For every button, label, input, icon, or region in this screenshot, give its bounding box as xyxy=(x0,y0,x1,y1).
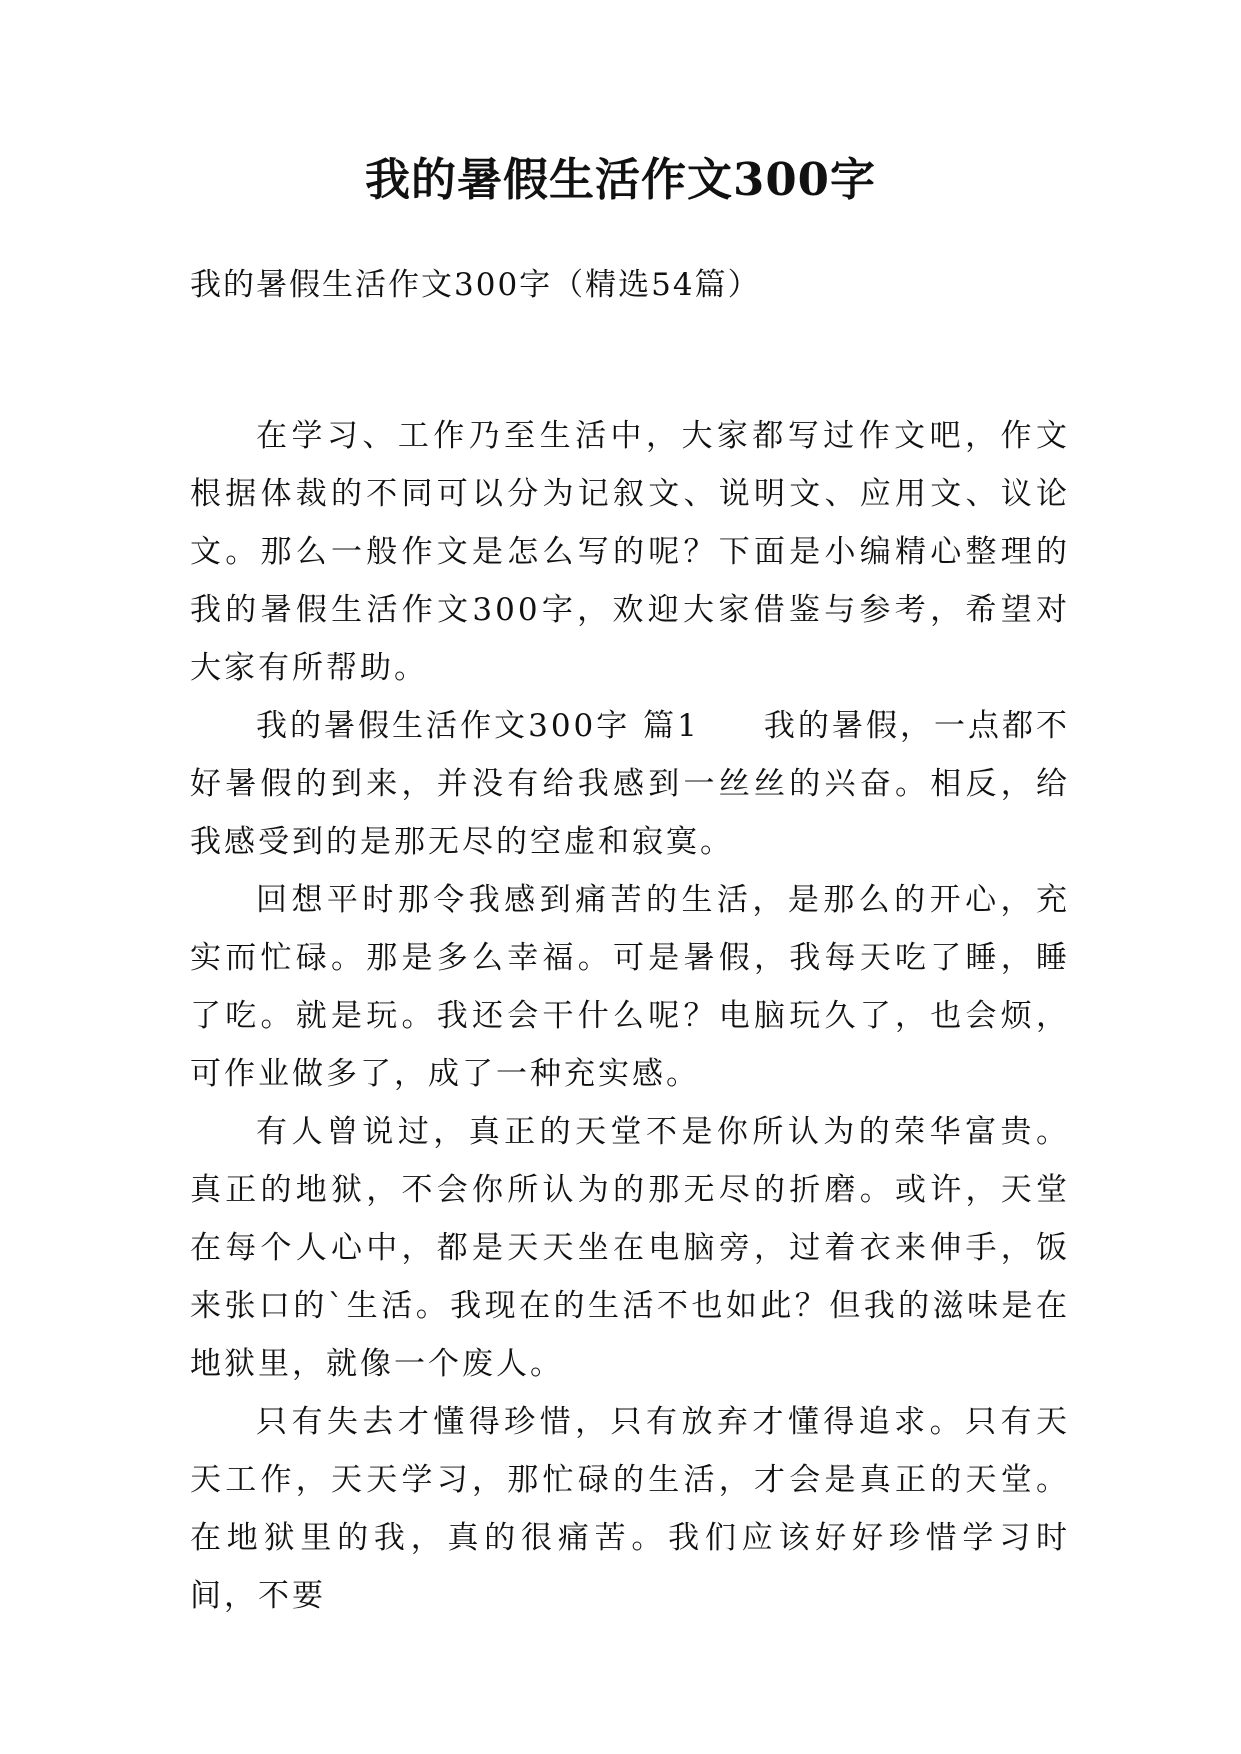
body-paragraph-3: 有人曾说过，真正的天堂不是你所认为的荣华富贵。真正的地狱，不会你所认为的那无尽的折磨。或许，天堂在每个人心中，都是天天坐在电脑旁，过着衣来伸手，饭来张口的`生活。我现在的生活不也如此？但我的滋味是在地狱里，就像一个废人。 xyxy=(190,1114,1070,1382)
section-heading: 我的暑假生活作文300字 篇1 xyxy=(256,708,700,744)
body-paragraph-2: 回想平时那令我感到痛苦的生活，是那么的开心，充实而忙碌。那是多么幸福。可是暑假，我每天吃了睡，睡了吃。就是玩。我还会干什么呢？电脑玩久了，也会烦，可作业做多了，成了一种充实感。 xyxy=(190,882,1070,1092)
section-1-first-paragraph xyxy=(190,697,1070,871)
document-title: 我的暑假生活作文300字 xyxy=(365,153,876,206)
document-body xyxy=(190,407,1070,1625)
body-paragraph-4: 只有失去才懂得珍惜，只有放弃才懂得追求。只有天天工作，天天学习，那忙碌的生活，才会是真正的天堂。在地狱里的我，真的很痛苦。我们应该好好珍惜学习时间，不要 xyxy=(190,1404,1070,1614)
body-paragraph-1: 我的暑假，一点都不好暑假的到来，并没有给我感到一丝丝的兴奋。相反，给我感受到的是那无尽的空虚和寂寞。 xyxy=(190,708,1070,860)
intro-paragraph: 在学习、工作乃至生活中，大家都写过作文吧，作文根据体裁的不同可以分为记叙文、说明文、应用文、议论文。那么一般作文是怎么写的呢？下面是小编精心整理的我的暑假生活作文300字，欢迎大家借鉴与参考，希望对大家有所帮助。 xyxy=(190,418,1070,686)
document-subtitle: 我的暑假生活作文300字（精选54篇） xyxy=(190,267,761,303)
